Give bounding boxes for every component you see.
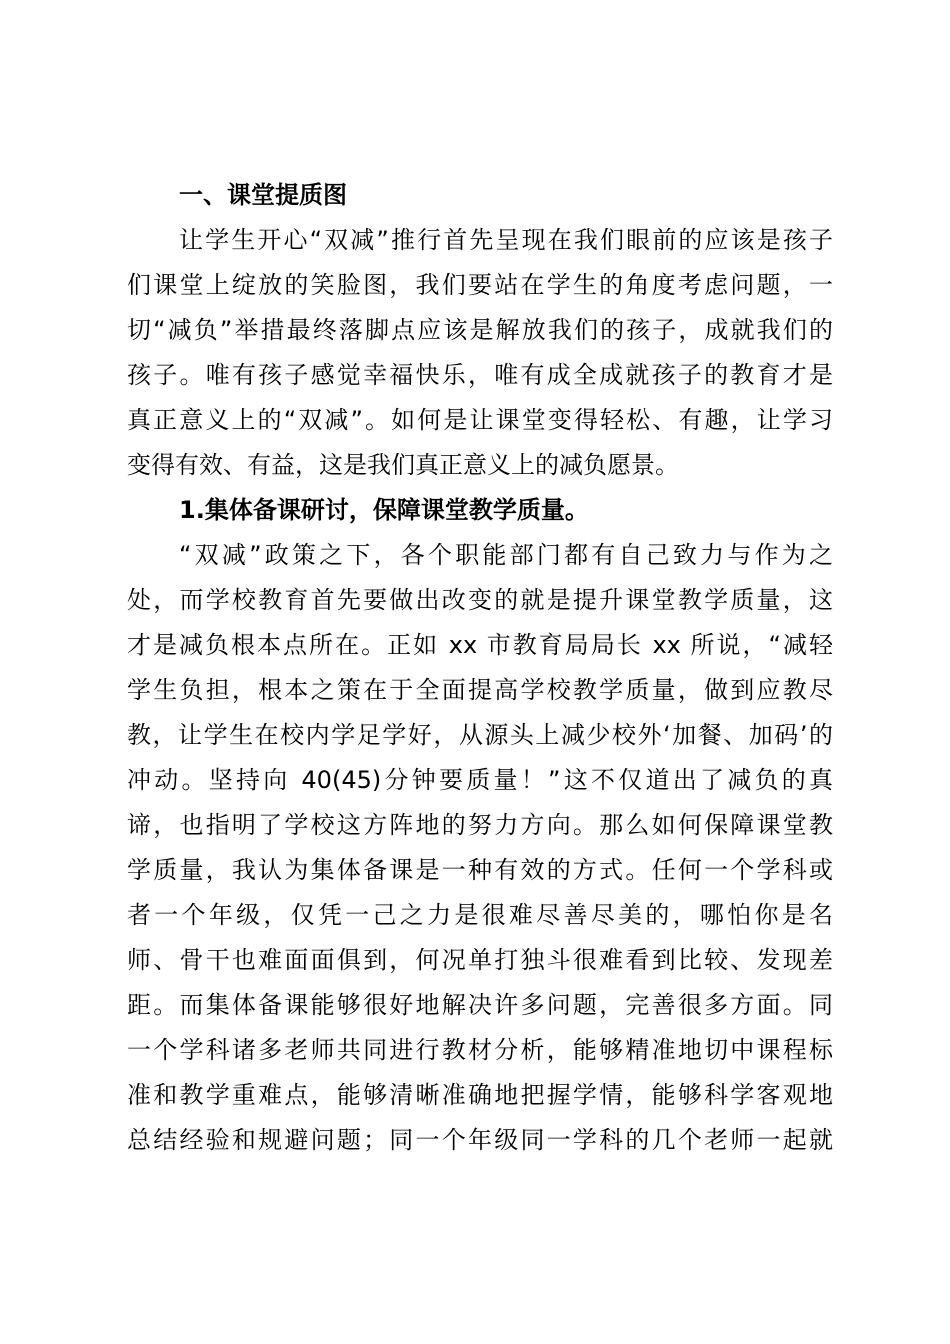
paragraph-intro — [127, 218, 833, 488]
paragraph-line: 总结经验和规避问题；同一个年级同一学科的几个老师一起就 — [127, 1126, 833, 1154]
subsection-heading: 1.集体备课研讨，保障课堂教学质量。 — [179, 496, 589, 524]
paragraph-line: 孩子。唯有孩子感觉幸福快乐，唯有成全成就孩子的教育才是 — [127, 361, 833, 389]
paragraph-line: 变得有效、有益，这是我们真正意义上的减负愿景。 — [127, 451, 679, 479]
section-heading: 一、课堂提质图 — [179, 181, 347, 209]
paragraph-line: 教，让学生在校内学足学好，从源头上减少校外‘加餐、加码’的 — [127, 721, 833, 749]
paragraph-line: 才是减负根本点所在。正如 xx 市教育局局长 xx 所说，“减轻 — [127, 631, 833, 659]
paragraph-line: 学生负担，根本之策在于全面提高学校教学质量，做到应教尽 — [127, 676, 833, 704]
paragraph-line: 冲动。坚持向 40(45)分钟要质量！”这不仅道出了减负的真 — [127, 766, 833, 794]
paragraph-line: 距。而集体备课能够很好地解决许多问题，完善很多方面。同 — [127, 991, 833, 1019]
paragraph-line: 准和教学重难点，能够清晰准确地把握学情，能够科学客观地 — [127, 1081, 833, 1109]
paragraph-line: 处，而学校教育首先要做出改变的就是提升课堂教学质量，这 — [127, 586, 833, 614]
paragraph-line: 切“减负”举措最终落脚点应该是解放我们的孩子，成就我们的 — [127, 316, 833, 344]
paragraph-body — [127, 533, 833, 1163]
paragraph-line: 们课堂上绽放的笑脸图，我们要站在学生的角度考虑问题，一 — [127, 271, 833, 299]
paragraph-line: 者一个年级，仅凭一己之力是很难尽善尽美的，哪怕你是名 — [127, 901, 833, 929]
paragraph-line: 让学生开心“双减”推行首先呈现在我们眼前的应该是孩子 — [179, 226, 833, 254]
paragraph-line: 一个学科诸多老师共同进行教材分析，能够精准地切中课程标 — [127, 1036, 833, 1064]
paragraph-line: 真正意义上的“双减”。如何是让课堂变得轻松、有趣，让学习 — [127, 406, 833, 434]
paragraph-line: 谛，也指明了学校这方阵地的努力方向。那么如何保障课堂教 — [127, 811, 833, 839]
paragraph-line: 学质量，我认为集体备课是一种有效的方式。任何一个学科或 — [127, 856, 833, 884]
paragraph-line: “双减”政策之下，各个职能部门都有自己致力与作为之 — [179, 541, 833, 569]
paragraph-line: 师、骨干也难面面俱到，何况单打独斗很难看到比较、发现差 — [127, 946, 833, 974]
